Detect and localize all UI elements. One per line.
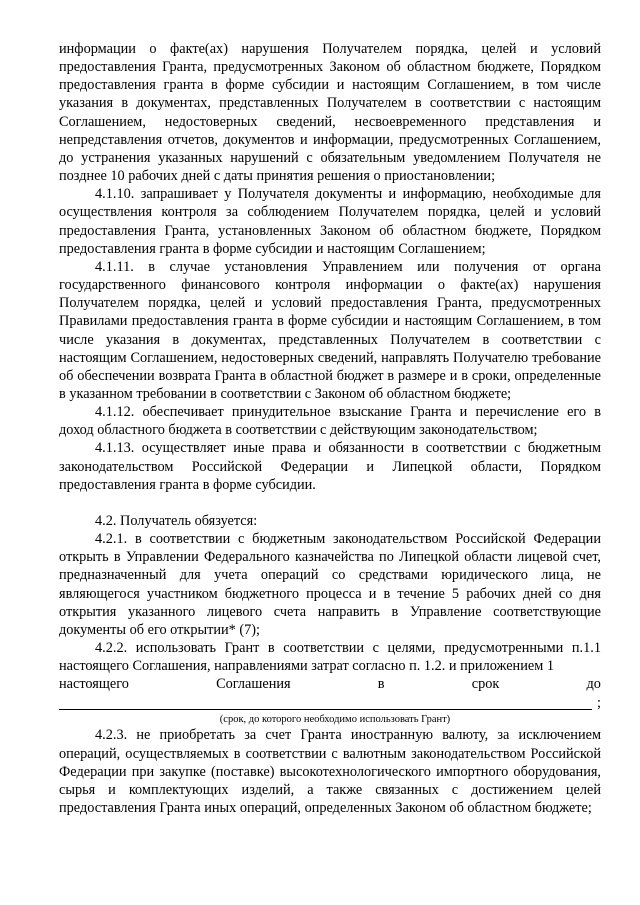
paragraph-4-2-1: 4.2.1. в соответствии с бюджетным законодательством Российской Федерации открыть в Управлении Федерального казначейства по Липецкой области лицевой счет, предназначенный для учета операций со средствами юридического лица, не являющегося участником бюджетного процесса и в течение 5 рабочих дней со дня открытия указанного лицевого счета направить в Управление соответствующие документы об его открытии* (7); [59, 531, 601, 638]
word-srok: срок [471, 676, 500, 693]
paragraph-4-2-3: 4.2.3. не приобретать за счет Гранта иностранную валюту, за исключением операций, осуществляемых в соответствии с валютным законодательством Российской Федерации при закупке (поставке) высокотехнологического импортного оборудования, сырья и комплектующих изделий, а также связанных с достижением целей предоставления Гранта иных операций, определенных Законом об областном бюджете; [59, 727, 601, 817]
word-soglasheniya: Соглашения [216, 676, 291, 693]
deadline-text-row [59, 675, 601, 693]
spacer [59, 494, 601, 512]
paragraph-4-1-12: 4.1.12. обеспечивает принудительное взыскание Гранта и перечисление его в доход областного бюджета в соответствии с действующим законодательством; [59, 404, 601, 439]
paragraph-4-1-10: 4.1.10. запрашивает у Получателя документы и информацию, необходимые для осуществления контроля за соблюдением Получателем порядка, целей и условий предоставления Гранта, установленных Законом об областном бюджете, Порядком предоставления гранта в форме субсидии и настоящим Соглашением; [59, 186, 601, 257]
paragraph-4-1-9-continuation: информации о факте(ах) нарушения Получателем порядка, целей и условий предоставления Гранта, предусмотренных Законом об областном бюджете, Порядком предоставления гранта в форме субсидии и настоящим Соглашением, в том числе указания в документах, представленных Получателем в соответствии с настоящим Соглашением, недостоверных сведений, несвоевременного представления и непредставления отчетов, документов и информации, предусмотренных Соглашением, до устранения указанных нарушений с обязательным уведомлением Получателя не позднее 10 рабочих дней с даты принятия решения о приостановлении; [59, 41, 601, 185]
word-v: в [377, 676, 385, 693]
paragraph-4-2-heading: 4.2. Получатель обязуется: [95, 512, 258, 529]
paragraph-4-2-2: 4.2.2. использовать Грант в соответствии с целями, предусмотренными п.1.1 настоящего Соглашения, направлениями затрат согласно п. 1.2. и приложением 1 [59, 640, 601, 675]
word-nastoyashchego: настоящего [59, 676, 129, 693]
deadline-blank-line [59, 693, 601, 713]
fill-in-underline [59, 709, 592, 710]
semicolon: ; [597, 695, 601, 712]
paragraph-4-1-13: 4.1.13. осуществляет иные права и обязанности в соответствии с бюджетным законодательством Российской Федерации и Липецкой области, Порядком предоставления гранта в форме субсидии. [59, 440, 601, 493]
paragraph-4-1-11: 4.1.11. в случае установления Управлением или получения от органа государственного финансового контроля информации о факте(ах) нарушения Получателем порядка, целей и условий предоставления Гранта, предусмотренных Правилами предоставления гранта в форме субсидии и настоящим Соглашением, в том числе указания в документах, представленных Получателем в соответствии с настоящим Соглашением, недостоверных сведений, направлять Получателю требование об обеспечении возврата Гранта в областной бюджет в размере и в сроки, определенные в указанном требовании в соответствии с Законом об областном бюджете; [59, 258, 601, 402]
word-do: до [586, 676, 601, 693]
deadline-caption: (срок, до которого необходимо использовать Грант) [219, 714, 451, 726]
document-page [59, 40, 601, 817]
